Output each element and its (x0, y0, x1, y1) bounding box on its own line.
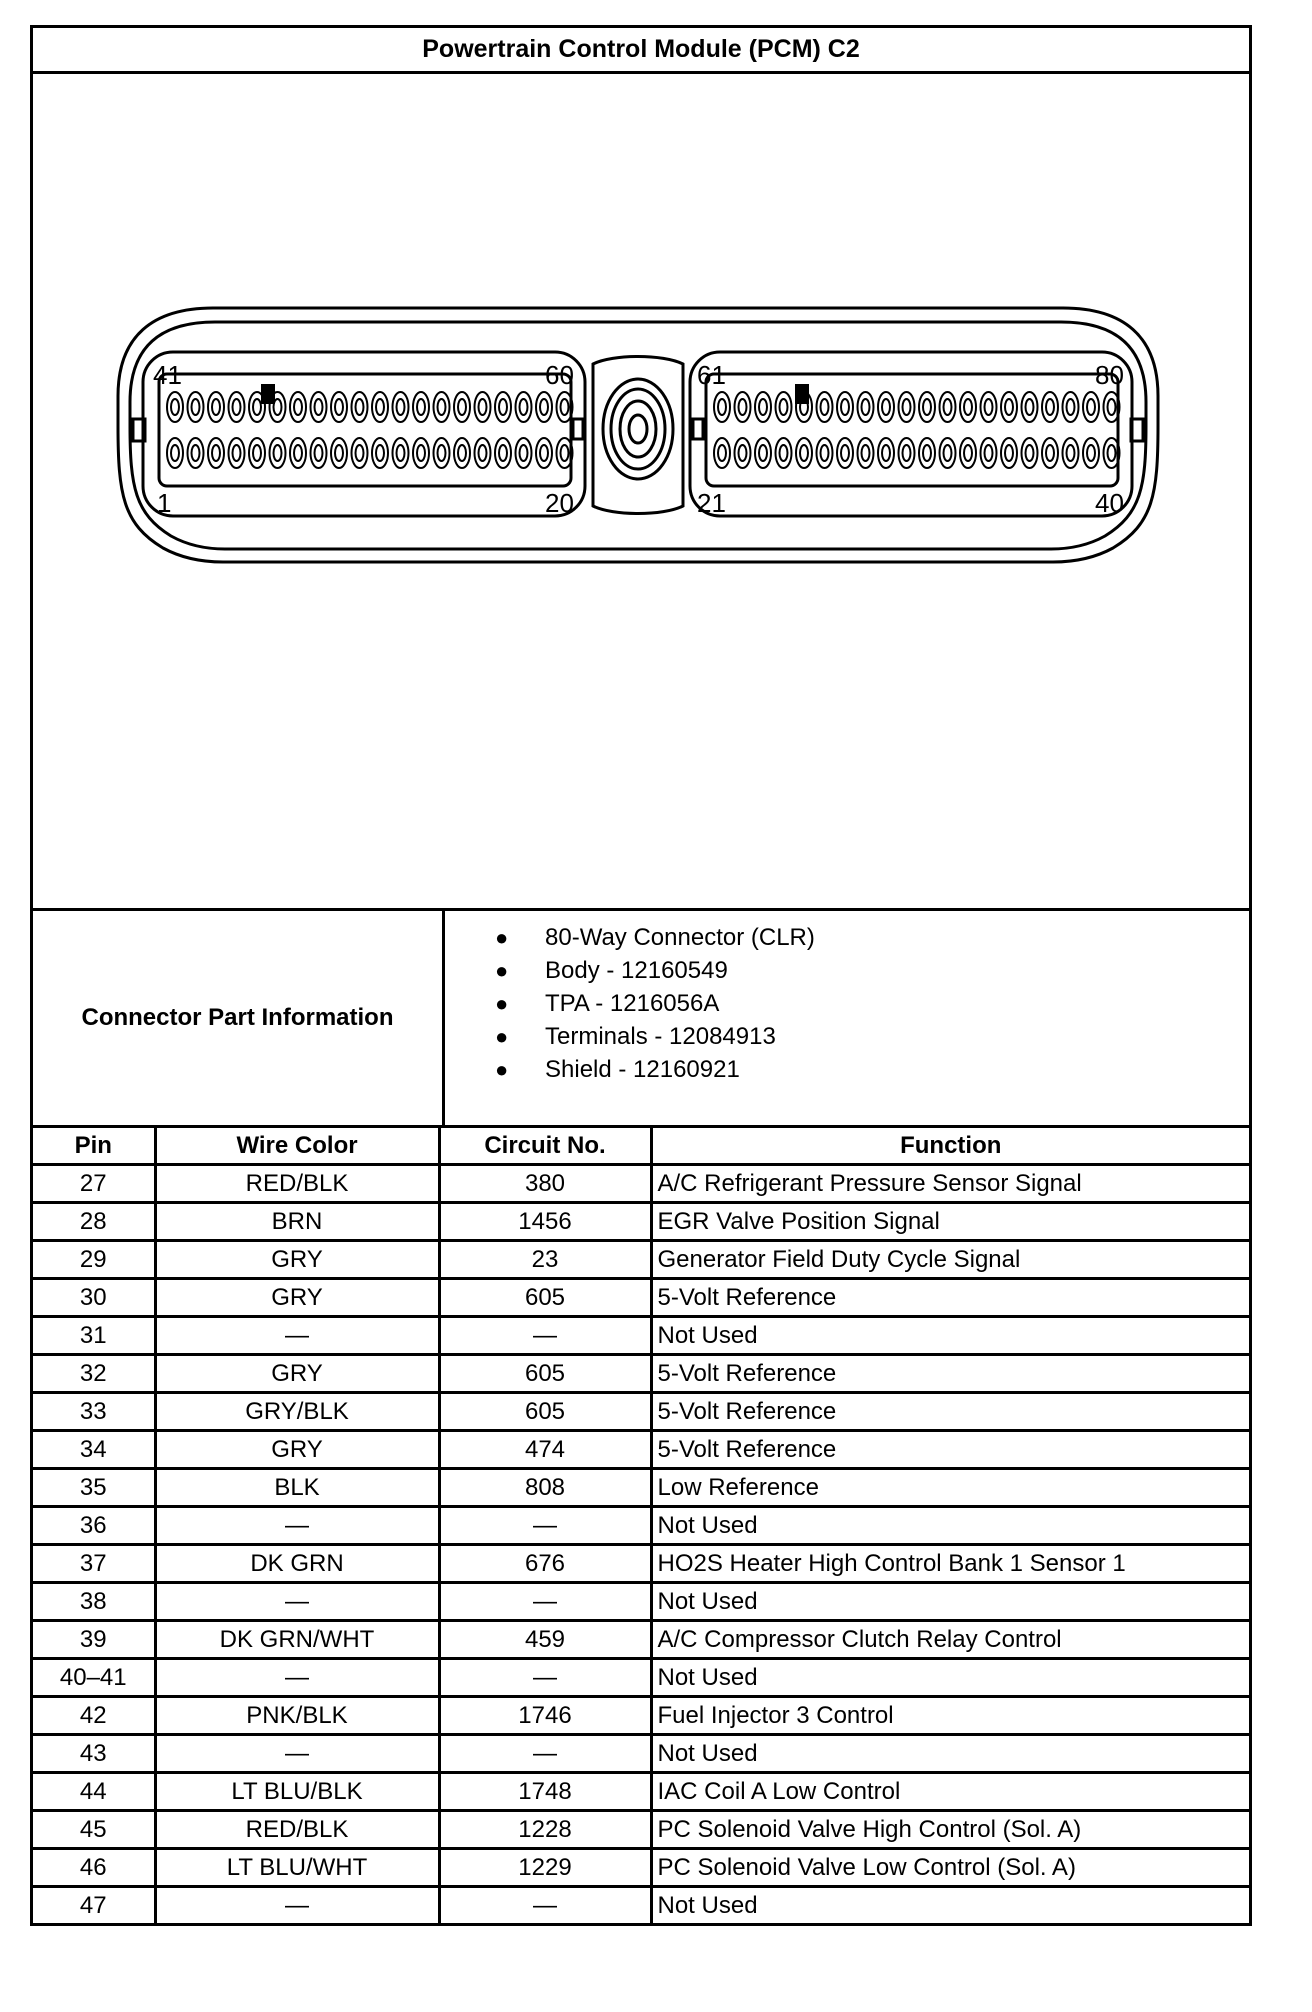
terminal-pin-hole (499, 399, 507, 415)
terminal-pin (167, 392, 183, 422)
function-cell: 5-Volt Reference (651, 1393, 1249, 1431)
circuit-cell: 459 (439, 1621, 651, 1659)
terminal-pin-hole (294, 399, 302, 415)
circuit-cell: 1229 (439, 1849, 651, 1887)
bullet-icon: ● (495, 1056, 509, 1082)
table-row (33, 1469, 1249, 1507)
terminal-pin-hole (520, 445, 528, 461)
pin-cell: 44 (33, 1773, 155, 1811)
terminal-pin-hole (923, 445, 931, 461)
wire-color-cell: PNK/BLK (155, 1697, 439, 1735)
pin-cell: 34 (33, 1431, 155, 1469)
circuit-cell: 605 (439, 1355, 651, 1393)
terminal-pin (1042, 392, 1058, 422)
terminal-pin-hole (253, 445, 261, 461)
terminal-pin (352, 392, 368, 422)
connector-info-label: Connector Part Information (33, 911, 445, 1125)
wire-color-cell: — (155, 1659, 439, 1697)
terminal-pin (536, 392, 552, 422)
function-cell: Not Used (651, 1317, 1249, 1355)
terminal-pin-hole (1026, 399, 1034, 415)
terminal-pin-hole (780, 445, 788, 461)
wire-color-cell: — (155, 1507, 439, 1545)
wire-color-cell: GRY/BLK (155, 1393, 439, 1431)
terminal-pin (495, 438, 511, 468)
terminal-pin-hole (1005, 399, 1013, 415)
terminal-pin-hole (1087, 399, 1095, 415)
terminal-pin (372, 438, 388, 468)
pin-cell: 43 (33, 1735, 155, 1773)
pin-cell: 29 (33, 1241, 155, 1279)
terminal-pin (434, 438, 450, 468)
terminal-pin (837, 392, 853, 422)
function-cell: Not Used (651, 1507, 1249, 1545)
terminal-pin (1022, 438, 1038, 468)
function-cell: 5-Volt Reference (651, 1279, 1249, 1317)
terminal-pin-hole (315, 399, 323, 415)
connector-diagram (33, 74, 1249, 911)
table-row (33, 1507, 1249, 1545)
terminal-pin-hole (841, 399, 849, 415)
terminal-pin-hole (438, 445, 446, 461)
function-cell: PC Solenoid Valve High Control (Sol. A) (651, 1811, 1249, 1849)
terminal-pin-hole (315, 445, 323, 461)
terminal-pin (229, 438, 245, 468)
terminal-pin (919, 438, 935, 468)
function-cell: Not Used (651, 1887, 1249, 1924)
wire-color-cell: GRY (155, 1431, 439, 1469)
terminal-pin (495, 392, 511, 422)
header-circuit-no: Circuit No. (439, 1128, 651, 1165)
function-cell: A/C Refrigerant Pressure Sensor Signal (651, 1165, 1249, 1203)
terminal-pin-hole (233, 445, 241, 461)
right-cavity (690, 352, 1132, 516)
wire-color-cell: — (155, 1583, 439, 1621)
terminal-pin-hole (944, 445, 952, 461)
terminal-pin-hole (903, 445, 911, 461)
table-row (33, 1811, 1249, 1849)
terminal-pin-hole (335, 445, 343, 461)
terminal-pin-hole (397, 399, 405, 415)
circuit-cell: — (439, 1659, 651, 1697)
function-cell: Not Used (651, 1583, 1249, 1621)
terminal-pin (352, 438, 368, 468)
terminal-pin-hole (718, 399, 726, 415)
terminal-pin (229, 392, 245, 422)
terminal-pin-hole (233, 399, 241, 415)
terminal-pin (331, 392, 347, 422)
center-bolt-outer (603, 379, 673, 479)
circuit-cell: 1456 (439, 1203, 651, 1241)
terminal-pin (516, 392, 532, 422)
bullet-icon: ● (495, 924, 509, 950)
terminal-pin (290, 438, 306, 468)
pin-cell: 30 (33, 1279, 155, 1317)
connector-info-list (445, 911, 1249, 1125)
pin-table (33, 1128, 1249, 1923)
pin-cell: 31 (33, 1317, 155, 1355)
terminal-pin-hole (985, 445, 993, 461)
terminal-pin (413, 438, 429, 468)
wire-color-cell: — (155, 1887, 439, 1924)
terminal-pin (714, 438, 730, 468)
pin-label-80: 80 (1095, 360, 1124, 390)
terminal-pin-hole (417, 445, 425, 461)
terminal-pin-hole (458, 445, 466, 461)
pin-cell: 28 (33, 1203, 155, 1241)
terminal-pin (858, 438, 874, 468)
table-row (33, 1393, 1249, 1431)
terminal-pin (981, 438, 997, 468)
pin-cell: 37 (33, 1545, 155, 1583)
terminal-pin (755, 438, 771, 468)
terminal-pin (393, 392, 409, 422)
terminal-pin (475, 438, 491, 468)
wire-color-cell: BLK (155, 1469, 439, 1507)
terminal-pin-hole (1067, 399, 1075, 415)
terminal-pin-hole (821, 399, 829, 415)
terminal-pin (208, 438, 224, 468)
terminal-pin (1083, 438, 1099, 468)
circuit-cell: 676 (439, 1545, 651, 1583)
terminal-pin-hole (540, 445, 548, 461)
circuit-cell: — (439, 1735, 651, 1773)
terminal-pin (899, 438, 915, 468)
terminal-pin (796, 438, 812, 468)
function-cell: Low Reference (651, 1469, 1249, 1507)
circuit-cell: — (439, 1583, 651, 1621)
terminal-pin-hole (780, 399, 788, 415)
terminal-pin-hole (171, 399, 179, 415)
circuit-cell: 605 (439, 1279, 651, 1317)
terminal-pin-hole (923, 399, 931, 415)
terminal-pin-hole (212, 445, 220, 461)
pin-cell: 39 (33, 1621, 155, 1659)
terminal-pin (858, 392, 874, 422)
wire-color-cell: DK GRN (155, 1545, 439, 1583)
terminal-pin-hole (1108, 399, 1116, 415)
circuit-cell: 1746 (439, 1697, 651, 1735)
terminal-pin (290, 392, 306, 422)
terminal-pin-hole (964, 445, 972, 461)
circuit-cell: — (439, 1317, 651, 1355)
list-item: ● Shield - 12160921 (495, 1055, 740, 1083)
connector-part-info (33, 911, 1249, 1128)
terminal-pin (755, 392, 771, 422)
function-cell: 5-Volt Reference (651, 1431, 1249, 1469)
pin-cell: 42 (33, 1697, 155, 1735)
terminal-pin-hole (1026, 445, 1034, 461)
terminal-pin-hole (800, 445, 808, 461)
list-item: ● TPA - 1216056A (495, 989, 720, 1017)
center-bolt-inner (620, 401, 656, 457)
terminal-pin-hole (561, 399, 569, 415)
terminal-pin-hole (944, 399, 952, 415)
function-cell: Generator Field Duty Cycle Signal (651, 1241, 1249, 1279)
terminal-pin (1083, 392, 1099, 422)
terminal-pin (454, 392, 470, 422)
terminal-pin (960, 438, 976, 468)
terminal-pin-hole (882, 399, 890, 415)
terminal-pin-hole (1087, 445, 1095, 461)
pin-cell: 35 (33, 1469, 155, 1507)
header-wire-color: Wire Color (155, 1128, 439, 1165)
terminal-pin (413, 392, 429, 422)
terminal-pin (454, 438, 470, 468)
terminal-pin-hole (1046, 399, 1054, 415)
pin-label-20: 20 (545, 488, 574, 518)
bullet-icon: ● (495, 1023, 509, 1049)
terminal-pin (1063, 392, 1079, 422)
pin-cell: 33 (33, 1393, 155, 1431)
circuit-cell: — (439, 1507, 651, 1545)
terminal-pin (270, 392, 286, 422)
wire-color-cell: LT BLU/WHT (155, 1849, 439, 1887)
header-function: Function (651, 1128, 1249, 1165)
terminal-pin-hole (499, 445, 507, 461)
right-cavity-key (693, 419, 703, 439)
terminal-pin-hole (253, 399, 261, 415)
left-pin-block (159, 374, 571, 486)
connector-drawing (33, 74, 1249, 908)
function-cell: HO2S Heater High Control Bank 1 Sensor 1 (651, 1545, 1249, 1583)
wire-color-cell: BRN (155, 1203, 439, 1241)
terminal-pin (940, 438, 956, 468)
terminal-pin (516, 438, 532, 468)
connector-sheet (30, 25, 1252, 1926)
left-cavity (143, 352, 585, 516)
wire-color-cell: RED/BLK (155, 1165, 439, 1203)
terminal-pin-hole (985, 399, 993, 415)
pin-label-1: 1 (157, 488, 172, 518)
terminal-pin (311, 392, 327, 422)
terminal-pin (960, 392, 976, 422)
terminal-pin-hole (1046, 445, 1054, 461)
terminal-pin (1063, 438, 1079, 468)
table-row (33, 1583, 1249, 1621)
terminal-pin-hole (821, 445, 829, 461)
table-row (33, 1203, 1249, 1241)
pin-cell: 46 (33, 1849, 155, 1887)
terminal-pin-hole (438, 399, 446, 415)
pin-label-61: 61 (697, 360, 726, 390)
terminal-pin (372, 392, 388, 422)
terminal-pin-hole (903, 399, 911, 415)
list-item: ● 80-Way Connector (CLR) (495, 923, 815, 951)
terminal-pin-hole (294, 445, 302, 461)
terminal-pin-hole (356, 399, 364, 415)
function-cell: 5-Volt Reference (651, 1355, 1249, 1393)
page-title: Powertrain Control Module (PCM) C2 (33, 28, 1249, 74)
terminal-pin-hole (520, 399, 528, 415)
function-cell: PC Solenoid Valve Low Control (Sol. A) (651, 1849, 1249, 1887)
function-cell: Fuel Injector 3 Control (651, 1697, 1249, 1735)
terminal-pin (735, 392, 751, 422)
terminal-pin (475, 392, 491, 422)
pin-label-60: 60 (545, 360, 574, 390)
terminal-pin (837, 438, 853, 468)
terminal-pin-hole (417, 399, 425, 415)
left-cavity-key (573, 419, 583, 439)
circuit-cell: 605 (439, 1393, 651, 1431)
terminal-pin-hole (192, 399, 200, 415)
terminal-pin-hole (1067, 445, 1075, 461)
terminal-pin (188, 438, 204, 468)
terminal-pin (249, 392, 265, 422)
terminal-pin-hole (479, 399, 487, 415)
terminal-pin (331, 438, 347, 468)
terminal-pin (1022, 392, 1038, 422)
wire-color-cell: GRY (155, 1355, 439, 1393)
terminal-pin-hole (192, 445, 200, 461)
right-pin-block (706, 374, 1118, 486)
table-row (33, 1621, 1249, 1659)
pin-label-40: 40 (1095, 488, 1124, 518)
list-item: ● Body - 12160549 (495, 956, 728, 984)
terminal-pin (776, 392, 792, 422)
terminal-pin-hole (458, 399, 466, 415)
pin-label-41: 41 (153, 360, 182, 390)
terminal-pin (270, 438, 286, 468)
table-row (33, 1431, 1249, 1469)
terminal-pin-hole (882, 445, 890, 461)
circuit-cell: — (439, 1887, 651, 1924)
bullet-icon: ● (495, 990, 509, 1016)
circuit-cell: 1228 (439, 1811, 651, 1849)
terminal-pin-hole (1005, 445, 1013, 461)
terminal-pin-hole (718, 445, 726, 461)
pin-table-body (33, 1165, 1249, 1924)
terminal-pin (536, 438, 552, 468)
table-row (33, 1279, 1249, 1317)
circuit-cell: 808 (439, 1469, 651, 1507)
terminal-pin-hole (862, 445, 870, 461)
function-cell: Not Used (651, 1735, 1249, 1773)
terminal-pin (919, 392, 935, 422)
terminal-pin (899, 392, 915, 422)
terminal-pin-hole (274, 445, 282, 461)
pin-cell: 27 (33, 1165, 155, 1203)
table-row (33, 1355, 1249, 1393)
terminal-pin-hole (964, 399, 972, 415)
terminal-pin (434, 392, 450, 422)
table-row (33, 1659, 1249, 1697)
terminal-pin-hole (356, 445, 364, 461)
terminal-pin (940, 392, 956, 422)
pin-cell: 47 (33, 1887, 155, 1924)
terminal-pin (1001, 392, 1017, 422)
list-item: ● Terminals - 12084913 (495, 1022, 776, 1050)
circuit-cell: 380 (439, 1165, 651, 1203)
terminal-pin-hole (274, 399, 282, 415)
wire-color-cell: DK GRN/WHT (155, 1621, 439, 1659)
header-pin: Pin (33, 1128, 155, 1165)
terminal-pin (167, 438, 183, 468)
terminal-pin-hole (376, 399, 384, 415)
terminal-pin-hole (841, 445, 849, 461)
table-row (33, 1317, 1249, 1355)
terminal-pin-hole (479, 445, 487, 461)
terminal-pin (188, 392, 204, 422)
wire-color-cell: GRY (155, 1241, 439, 1279)
wire-color-cell: LT BLU/BLK (155, 1773, 439, 1811)
pin-cell: 32 (33, 1355, 155, 1393)
terminal-pin-hole (376, 445, 384, 461)
terminal-pin (817, 392, 833, 422)
function-cell: IAC Coil A Low Control (651, 1773, 1249, 1811)
pin-cell: 36 (33, 1507, 155, 1545)
terminal-pin-hole (540, 399, 548, 415)
terminal-pin (878, 392, 894, 422)
terminal-pin-hole (335, 399, 343, 415)
terminal-pin-hole (862, 399, 870, 415)
table-row (33, 1849, 1249, 1887)
terminal-pin (393, 438, 409, 468)
wire-color-cell: GRY (155, 1279, 439, 1317)
wire-color-cell: — (155, 1317, 439, 1355)
table-row (33, 1241, 1249, 1279)
table-row (33, 1165, 1249, 1203)
wire-color-cell: RED/BLK (155, 1811, 439, 1849)
function-cell: A/C Compressor Clutch Relay Control (651, 1621, 1249, 1659)
terminal-pin-hole (759, 445, 767, 461)
terminal-pin (878, 438, 894, 468)
terminal-pin-hole (171, 445, 179, 461)
table-row (33, 1735, 1249, 1773)
terminal-pin-hole (1108, 445, 1116, 461)
terminal-pin (776, 438, 792, 468)
terminal-pin (1042, 438, 1058, 468)
terminal-pin (714, 392, 730, 422)
bullet-icon: ● (495, 957, 509, 983)
terminal-pin (817, 438, 833, 468)
table-header-row (33, 1128, 1249, 1165)
terminal-pin-hole (561, 445, 569, 461)
function-cell: Not Used (651, 1659, 1249, 1697)
terminal-pin-hole (759, 399, 767, 415)
terminal-pin-hole (212, 399, 220, 415)
function-cell: EGR Valve Position Signal (651, 1203, 1249, 1241)
circuit-cell: 23 (439, 1241, 651, 1279)
wire-color-cell: — (155, 1735, 439, 1773)
terminal-pin (208, 392, 224, 422)
connector-housing-outer (118, 308, 1158, 562)
pin-label-21: 21 (697, 488, 726, 518)
circuit-cell: 1748 (439, 1773, 651, 1811)
table-row (33, 1697, 1249, 1735)
table-row (33, 1545, 1249, 1583)
terminal-pin (735, 438, 751, 468)
terminal-pin-hole (739, 399, 747, 415)
terminal-pin-hole (739, 445, 747, 461)
pin-cell: 38 (33, 1583, 155, 1621)
terminal-pin (981, 392, 997, 422)
table-row (33, 1773, 1249, 1811)
terminal-pin-hole (397, 445, 405, 461)
table-row (33, 1887, 1249, 1924)
circuit-cell: 474 (439, 1431, 651, 1469)
pin-cell: 45 (33, 1811, 155, 1849)
center-bolt-core (629, 415, 647, 443)
terminal-pin (1001, 438, 1017, 468)
terminal-pin (311, 438, 327, 468)
pin-cell: 40–41 (33, 1659, 155, 1697)
terminal-pin (249, 438, 265, 468)
